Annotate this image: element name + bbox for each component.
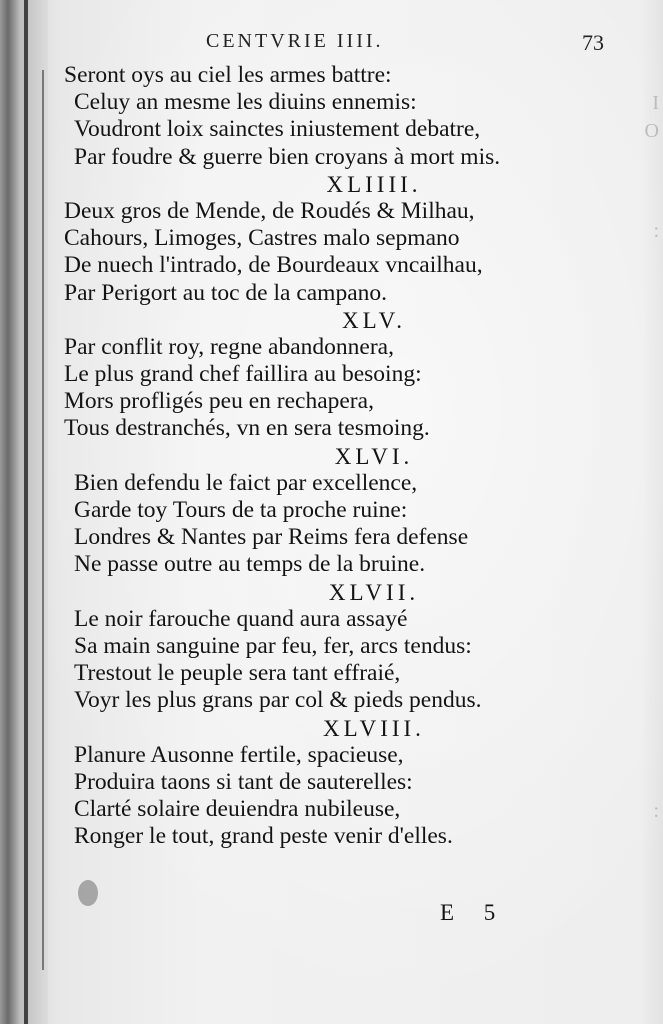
bleed-through-mark: I (652, 92, 659, 114)
verse-line: Produira taons si tant de sauterelles: (74, 768, 413, 795)
bleed-through-mark: O (644, 120, 659, 142)
verse-line: De nuech l'intrado, de Bourdeaux vncailhau, (64, 252, 483, 279)
verse-line: Ne passe outre au temps de la bruine. (74, 551, 426, 578)
verse-line: Cahours, Limoges, Castres malo sepmano (64, 225, 460, 252)
spine-shadow-line-inner (42, 70, 44, 970)
verse-line: Par conflit roy, regne abandonnera, (64, 333, 394, 360)
quatrain-numeral: XLVI. (334, 443, 414, 469)
verse-line: Ronger le tout, grand peste venir d'elles. (74, 823, 453, 850)
verse-line: Trestout le peuple sera tant effraié, (74, 660, 401, 687)
spine-shadow-line (24, 0, 28, 1024)
verse-line: Celuy an mesme les diuins ennemis: (74, 89, 417, 116)
running-title: CENTVRIE IIII. (206, 30, 384, 52)
verse-line: Voudront loix sainctes iniustement debatre, (74, 116, 481, 143)
bleed-through-mark: : (653, 800, 659, 822)
verse-line: Garde toy Tours de ta proche ruine: (74, 497, 408, 523)
verse-line: Seront oys au ciel les armes battre: (64, 62, 392, 88)
verse-line: Mors profligés peu en rechapera, (64, 388, 374, 415)
signature-mark: E 5 (440, 900, 508, 925)
verse-line: Le plus grand chef faillira au besoing: (64, 361, 422, 388)
verse-line: Sa main sanguine par feu, fer, arcs tendus: (74, 632, 472, 659)
quatrain-numeral: XLV. (342, 307, 406, 333)
verse-line: Par foudre & guerre bien croyans à mort mis. (74, 143, 501, 170)
ink-blot (78, 880, 98, 906)
verse-line: Bien defendu le faict par excellence, (74, 469, 418, 496)
verse-line: Tous destranchés, vn en sera tesmoing. (64, 415, 430, 442)
page-number: 73 (582, 30, 604, 55)
verse-line: Planure Ausonne fertile, spacieuse, (74, 741, 404, 768)
bleed-through-mark: : (653, 220, 659, 242)
quatrain-numeral: XLVII. (328, 579, 420, 605)
verse-line: Le noir farouche quand aura assayé (74, 605, 408, 632)
verse-line: Voyr les plus grans par col & pieds pendus. (74, 687, 482, 714)
verse-block (64, 62, 604, 850)
quatrain-numeral: XLVIII. (323, 715, 425, 741)
verse-line: Londres & Nantes par Reims fera defense (74, 524, 469, 551)
verse-line: Par Perigort au toc de la campano. (64, 279, 388, 306)
quatrain-numeral: XLIIII. (326, 171, 422, 197)
verse-line: Clarté solaire deuiendra nubileuse, (74, 796, 401, 823)
verse-line: Deux gros de Mende, de Roudés & Milhau, (64, 197, 475, 224)
